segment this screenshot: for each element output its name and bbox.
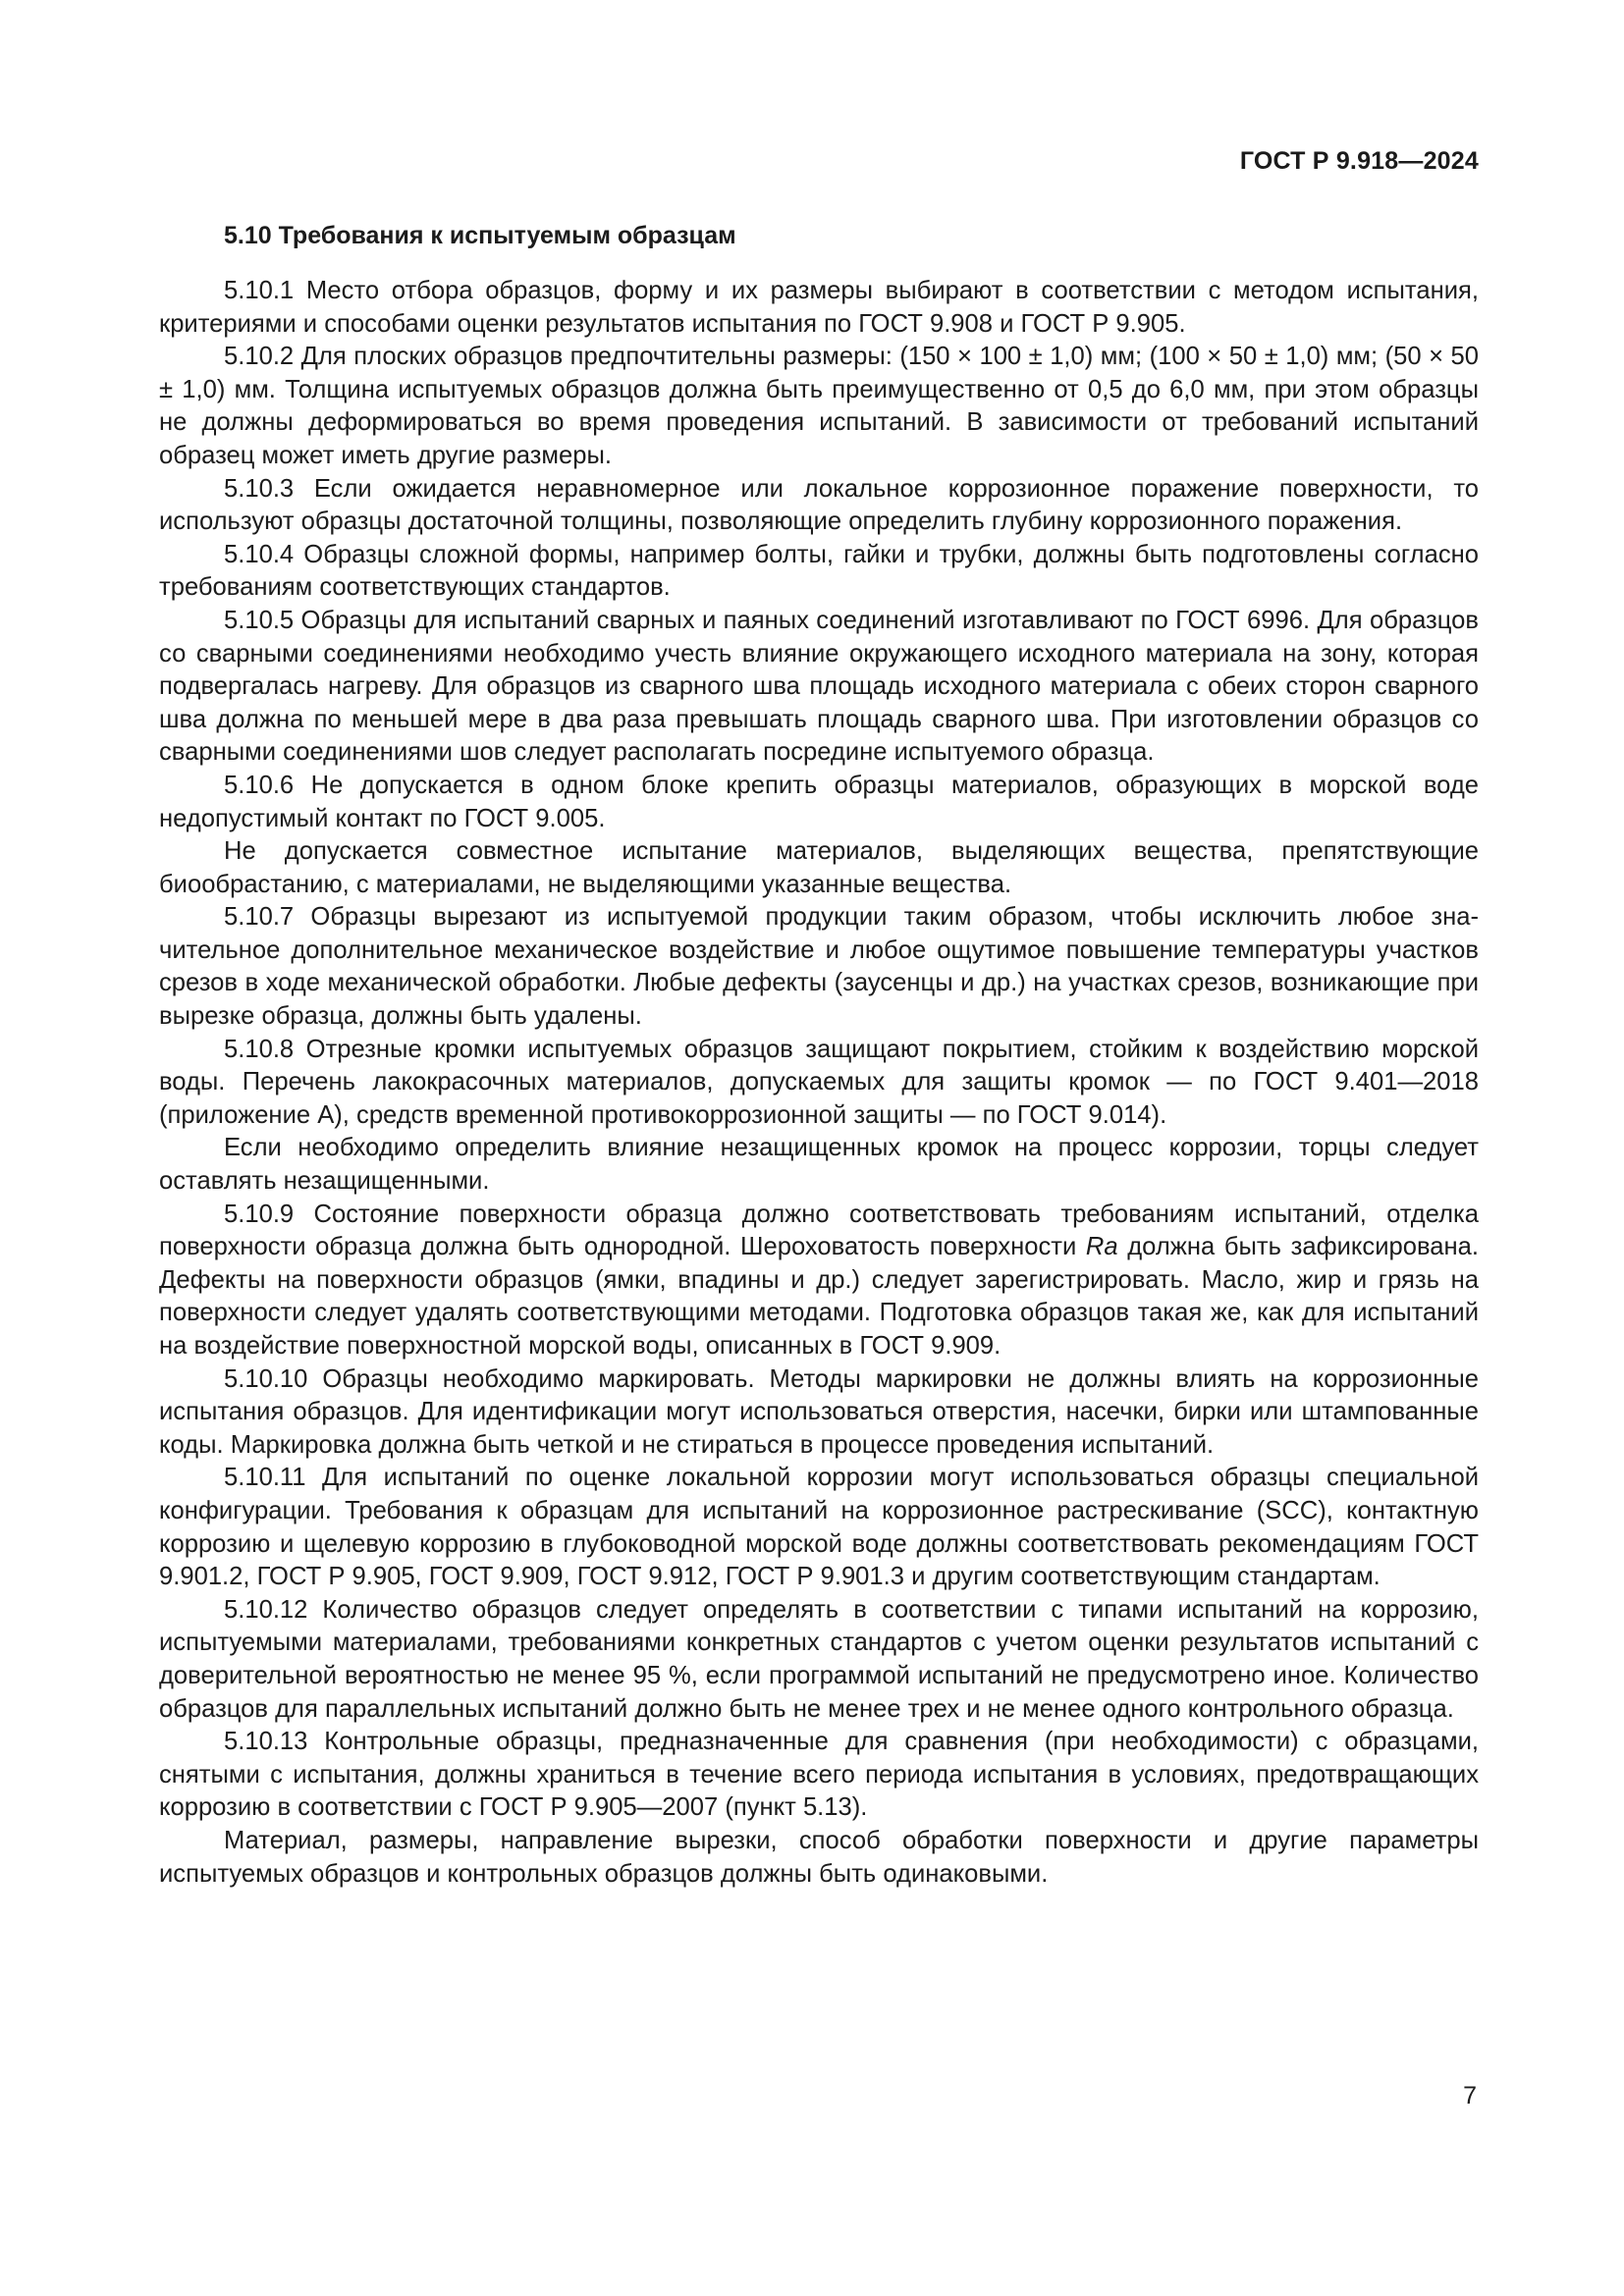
paragraph-5-10-6-note: Не допускается совместное испытание материалов, выделяющих вещества, препятствующие биообрастанию, с материалами, не выделяющими указанные вещества. (159, 837, 1479, 898)
paragraph-5-10-9 (159, 1199, 1479, 1363)
paragraph-5-10-9-part-2: должна быть зафиксирована. Дефекты на поверхности образцов (ямки, впадины и др.) следует зарегистрировать. Масло, жир и грязь на поверхности следует удалять соответствующими методами. Подготовка образцов такая же, как для испытаний на воздействие поверхностной морской воды, описанных в ГОСТ 9.909. (159, 1233, 1479, 1360)
paragraph-5-10-11: 5.10.11 Для испытаний по оценке локальной коррозии могут использоваться образцы специальной конфигурации. Требования к образцам для испытаний на коррозионное растрескивание (SCC), контактную коррозию и щелевую коррозию в глубоководной морской воде должны соответствовать рекомендациям ГОСТ 9.901.2, ГОСТ Р 9.905, ГОСТ 9.909, ГОСТ 9.912, ГОСТ Р 9.901.3 и другим соответствующим стандартам. (159, 1464, 1479, 1591)
paragraph-5-10-12: 5.10.12 Количество образцов следует определять в соответствии с типами испытаний на коррозию, испытуемыми материалами, требованиями конкретных стандартов с учетом оценки результатов испытаний с доверительной вероятностью не менее 95 %, если программой испытаний не предусмотрено иное. Количество образцов для параллельных испытаний должно быть не менее трех и не менее одного контрольного образца. (159, 1595, 1479, 1723)
paragraph-5-10-3: 5.10.3 Если ожидается неравномерное или локальное коррозионное поражение поверхности, то используют образцы достаточной толщины, позволяющие определить глубину коррозионного поражения. (159, 474, 1479, 536)
document-code-header: ГОСТ Р 9.918—2024 (1239, 147, 1479, 175)
paragraph-5-10-1: 5.10.1 Место отбора образцов, форму и их размеры выбирают в соответствии с методом испытания, критериями и способами оценки результатов испытания по ГОСТ 9.908 и ГОСТ Р 9.905. (159, 277, 1479, 338)
paragraph-5-10-13: 5.10.13 Контрольные образцы, предназначенные для сравнения (при необходимости) с образцами, снятыми с испытания, должны храниться в течение всего периода испытания в условиях, предотвращающих коррозию в соответствии с ГОСТ Р 9.905—2007 (пункт 5.13). (159, 1728, 1479, 1822)
paragraph-5-10-8-note: Если необходимо определить влияние незащищенных кромок на процесс коррозии, торцы следует оставлять незащищенными. (159, 1134, 1479, 1196)
paragraph-5-10-6: 5.10.6 Не допускается в одном блоке крепить образцы материалов, образующих в морской воде недопустимый контакт по ГОСТ 9.005. (159, 771, 1479, 832)
paragraph-5-10-5: 5.10.5 Образцы для испытаний сварных и паяных соединений изготавливают по ГОСТ 6996. Для образцов со сварными соединениями необходимо учесть влияние окружающего исходного материала на зону, которая подвергалась нагреву. Для образцов из сварного шва площадь исходного материала с обеих сторон сварного шва должна по меньшей мере в два раза превышать площадь сварного шва. При изготовлении образцов со сварными соединениями шов следует располагать посредине испытуемого образца. (159, 606, 1479, 767)
roughness-symbol: Ra (1085, 1233, 1118, 1261)
paragraph-5-10-8: 5.10.8 Отрезные кромки испытуемых образцов защищают покрытием, стойким к воздействию морской воды. Перечень лакокрасочных материалов, допускаемых для защиты кромок — по ГОСТ 9.401—2018 (приложение А), средств временной противокоррозионной защиты — по ГОСТ 9.014). (159, 1035, 1479, 1129)
paragraph-5-10-4: 5.10.4 Образцы сложной формы, например болты, гайки и трубки, должны быть подготовлены согласно требованиям соответствующих стандартов. (159, 540, 1479, 602)
paragraph-5-10-9-part-1: 5.10.9 Состояние поверхности образца должно соответствовать требованиям испытаний, отделка поверхности образца должна быть однородной. Шероховатость поверхности (159, 1200, 1479, 1261)
paragraph-5-10-7: 5.10.7 Образцы вырезают из испытуемой продукции таким образом, чтобы исключить любое значительное дополнительное механическое воздействие и любое ощутимое повышение температуры участков срезов в ходе механической обработки. Любые дефекты (заусенцы и др.) на участках срезов, возникающие при вырезке образца, должны быть удалены. (159, 903, 1479, 1031)
paragraph-5-10-2: 5.10.2 Для плоских образцов предпочтительны размеры: (150 × 100 ± 1,0) мм; (100 × 50 ± 1,0) мм; (50 × 50 ± 1,0) мм. Толщина испытуемых образцов должна быть преимущественно от 0,5 до 6,0 мм, при этом образцы не должны деформироваться во время проведения испытаний. В зависимости от требований испытаний образец может иметь другие размеры. (159, 343, 1479, 469)
paragraph-5-10-10: 5.10.10 Образцы необходимо маркировать. Методы маркировки не должны влиять на коррозионные испытания образцов. Для идентификации могут использоваться отверстия, насечки, бирки или штампованные коды. Маркировка должна быть четкой и не стираться в процессе проведения испытаний. (159, 1364, 1479, 1459)
document-body (159, 275, 1479, 1891)
section-title: 5.10 Требования к испытуемым образцам (224, 222, 736, 249)
page-number: 7 (1463, 2082, 1477, 2109)
paragraph-5-10-13-note: Материал, размеры, направление вырезки, способ обработки поверхности и другие параметры испытуемых образцов и контрольных образцов должны быть одинаковыми. (159, 1826, 1479, 1888)
